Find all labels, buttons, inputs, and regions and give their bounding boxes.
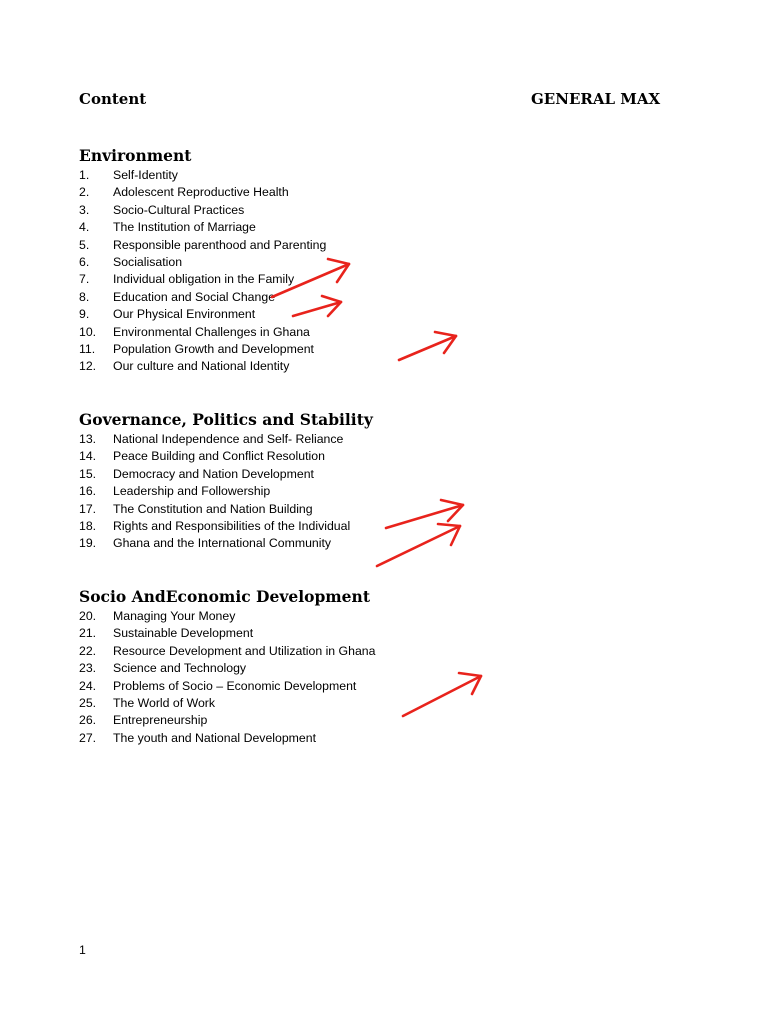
toc-item	[79, 448, 373, 465]
toc-item-label: Democracy and Nation Development	[113, 466, 314, 481]
toc-item-label: The Constitution and Nation Building	[113, 501, 313, 516]
toc-item-number: 26.	[79, 713, 97, 728]
red-arrow-icon	[403, 673, 481, 716]
toc-item	[79, 695, 375, 712]
toc-item	[79, 202, 326, 219]
toc-item	[79, 501, 373, 518]
toc-item-label: Individual obligation in the Family	[113, 272, 295, 287]
toc-item-label: Entrepreneurship	[113, 713, 208, 728]
toc-item-label: The youth and National Development	[113, 730, 317, 745]
red-arrow-icon	[377, 524, 460, 566]
red-arrow-icon	[386, 500, 463, 528]
toc-item	[79, 625, 375, 642]
toc-item	[79, 167, 326, 184]
toc-item	[79, 643, 375, 660]
toc-item	[79, 660, 375, 677]
toc-item-number: 3.	[79, 202, 90, 217]
toc-item-number: 25.	[79, 695, 97, 710]
toc-item-number: 15.	[79, 466, 97, 481]
toc-item	[79, 535, 373, 552]
toc-item-number: 6.	[79, 254, 90, 269]
toc-item-number: 9.	[79, 307, 90, 322]
toc-item-number: 8.	[79, 289, 90, 304]
toc-item-label: Our culture and National Identity	[113, 359, 290, 374]
toc-item	[79, 324, 326, 341]
toc-item-number: 14.	[79, 449, 97, 464]
author-heading: GENERAL MAX	[531, 90, 661, 108]
toc-item-number: 20.	[79, 609, 97, 623]
toc-item-label: Adolescent Reproductive Health	[113, 185, 289, 200]
toc-item-number: 24.	[79, 678, 97, 693]
toc-item	[79, 254, 326, 271]
content-heading: Content	[79, 90, 147, 108]
toc-item-label: Leadership and Followership	[113, 484, 271, 499]
toc-item-number: 2.	[79, 185, 90, 200]
toc-item-number: 23.	[79, 661, 97, 676]
toc-item-label: Managing Your Money	[113, 609, 236, 623]
toc-item-label: The World of Work	[113, 695, 216, 710]
section-socio-economic	[79, 586, 375, 747]
section-title: Governance, Politics and Stability	[79, 410, 373, 429]
toc-list	[79, 167, 326, 376]
toc-item-label: Rights and Responsibilities of the Individual	[113, 518, 351, 533]
toc-item-number: 27.	[79, 730, 97, 745]
toc-item-label: Ghana and the International Community	[113, 536, 332, 551]
toc-item-label: Self-Identity	[113, 168, 178, 182]
toc-item-label: Peace Building and Conflict Resolution	[113, 449, 325, 464]
toc-item	[79, 431, 373, 448]
toc-item-number: 13.	[79, 432, 97, 446]
toc-item-number: 7.	[79, 272, 90, 287]
toc-item	[79, 306, 326, 323]
toc-item	[79, 483, 373, 500]
toc-item-number: 1.	[79, 168, 90, 182]
toc-item-label: Science and Technology	[113, 661, 247, 676]
toc-item-label: Our Physical Environment	[113, 307, 256, 322]
toc-list	[79, 431, 373, 553]
toc-item	[79, 271, 326, 288]
section-environment	[79, 145, 326, 376]
toc-item-label: Population Growth and Development	[113, 341, 314, 356]
section-title: Socio AndEconomic Development	[79, 587, 370, 606]
toc-item	[79, 730, 375, 747]
toc-item	[79, 466, 373, 483]
toc-item-label: Problems of Socio – Economic Development	[113, 678, 357, 693]
toc-item-label: Responsible parenthood and Parenting	[113, 237, 327, 252]
toc-item	[79, 184, 326, 201]
toc-item-number: 18.	[79, 518, 97, 533]
toc-item-label: Socio-Cultural Practices	[113, 202, 245, 217]
section-title: Environment	[79, 146, 192, 165]
toc-item-number: 4.	[79, 220, 90, 235]
toc-item-label: The Institution of Marriage	[113, 220, 256, 235]
toc-item	[79, 341, 326, 358]
toc-item	[79, 358, 326, 375]
toc-item-number: 16.	[79, 484, 97, 499]
toc-item-number: 12.	[79, 359, 97, 374]
toc-item-label: Socialisation	[113, 254, 183, 269]
toc-item	[79, 219, 326, 236]
toc-item	[79, 712, 375, 729]
toc-item-label: Sustainable Development	[113, 626, 254, 641]
toc-item	[79, 678, 375, 695]
toc-item-label: Environmental Challenges in Ghana	[113, 324, 310, 339]
page-number: 1	[79, 943, 86, 957]
toc-item-number: 17.	[79, 501, 97, 516]
toc-item-label: Resource Development and Utilization in Ghana	[113, 643, 376, 658]
toc-item-number: 10.	[79, 324, 97, 339]
toc-item	[79, 289, 326, 306]
toc-item	[79, 237, 326, 254]
toc-item-label: National Independence and Self- Reliance	[113, 432, 344, 446]
toc-item-number: 21.	[79, 626, 97, 641]
toc-item-label: Education and Social Change	[113, 289, 276, 304]
toc-item	[79, 608, 375, 625]
red-arrow-icon	[399, 332, 456, 360]
toc-item-number: 19.	[79, 536, 97, 551]
section-governance	[79, 409, 373, 553]
toc-item	[79, 518, 373, 535]
toc-item-number: 11.	[79, 341, 96, 356]
toc-list	[79, 608, 375, 747]
toc-item-number: 5.	[79, 237, 90, 252]
toc-item-number: 22.	[79, 643, 97, 658]
